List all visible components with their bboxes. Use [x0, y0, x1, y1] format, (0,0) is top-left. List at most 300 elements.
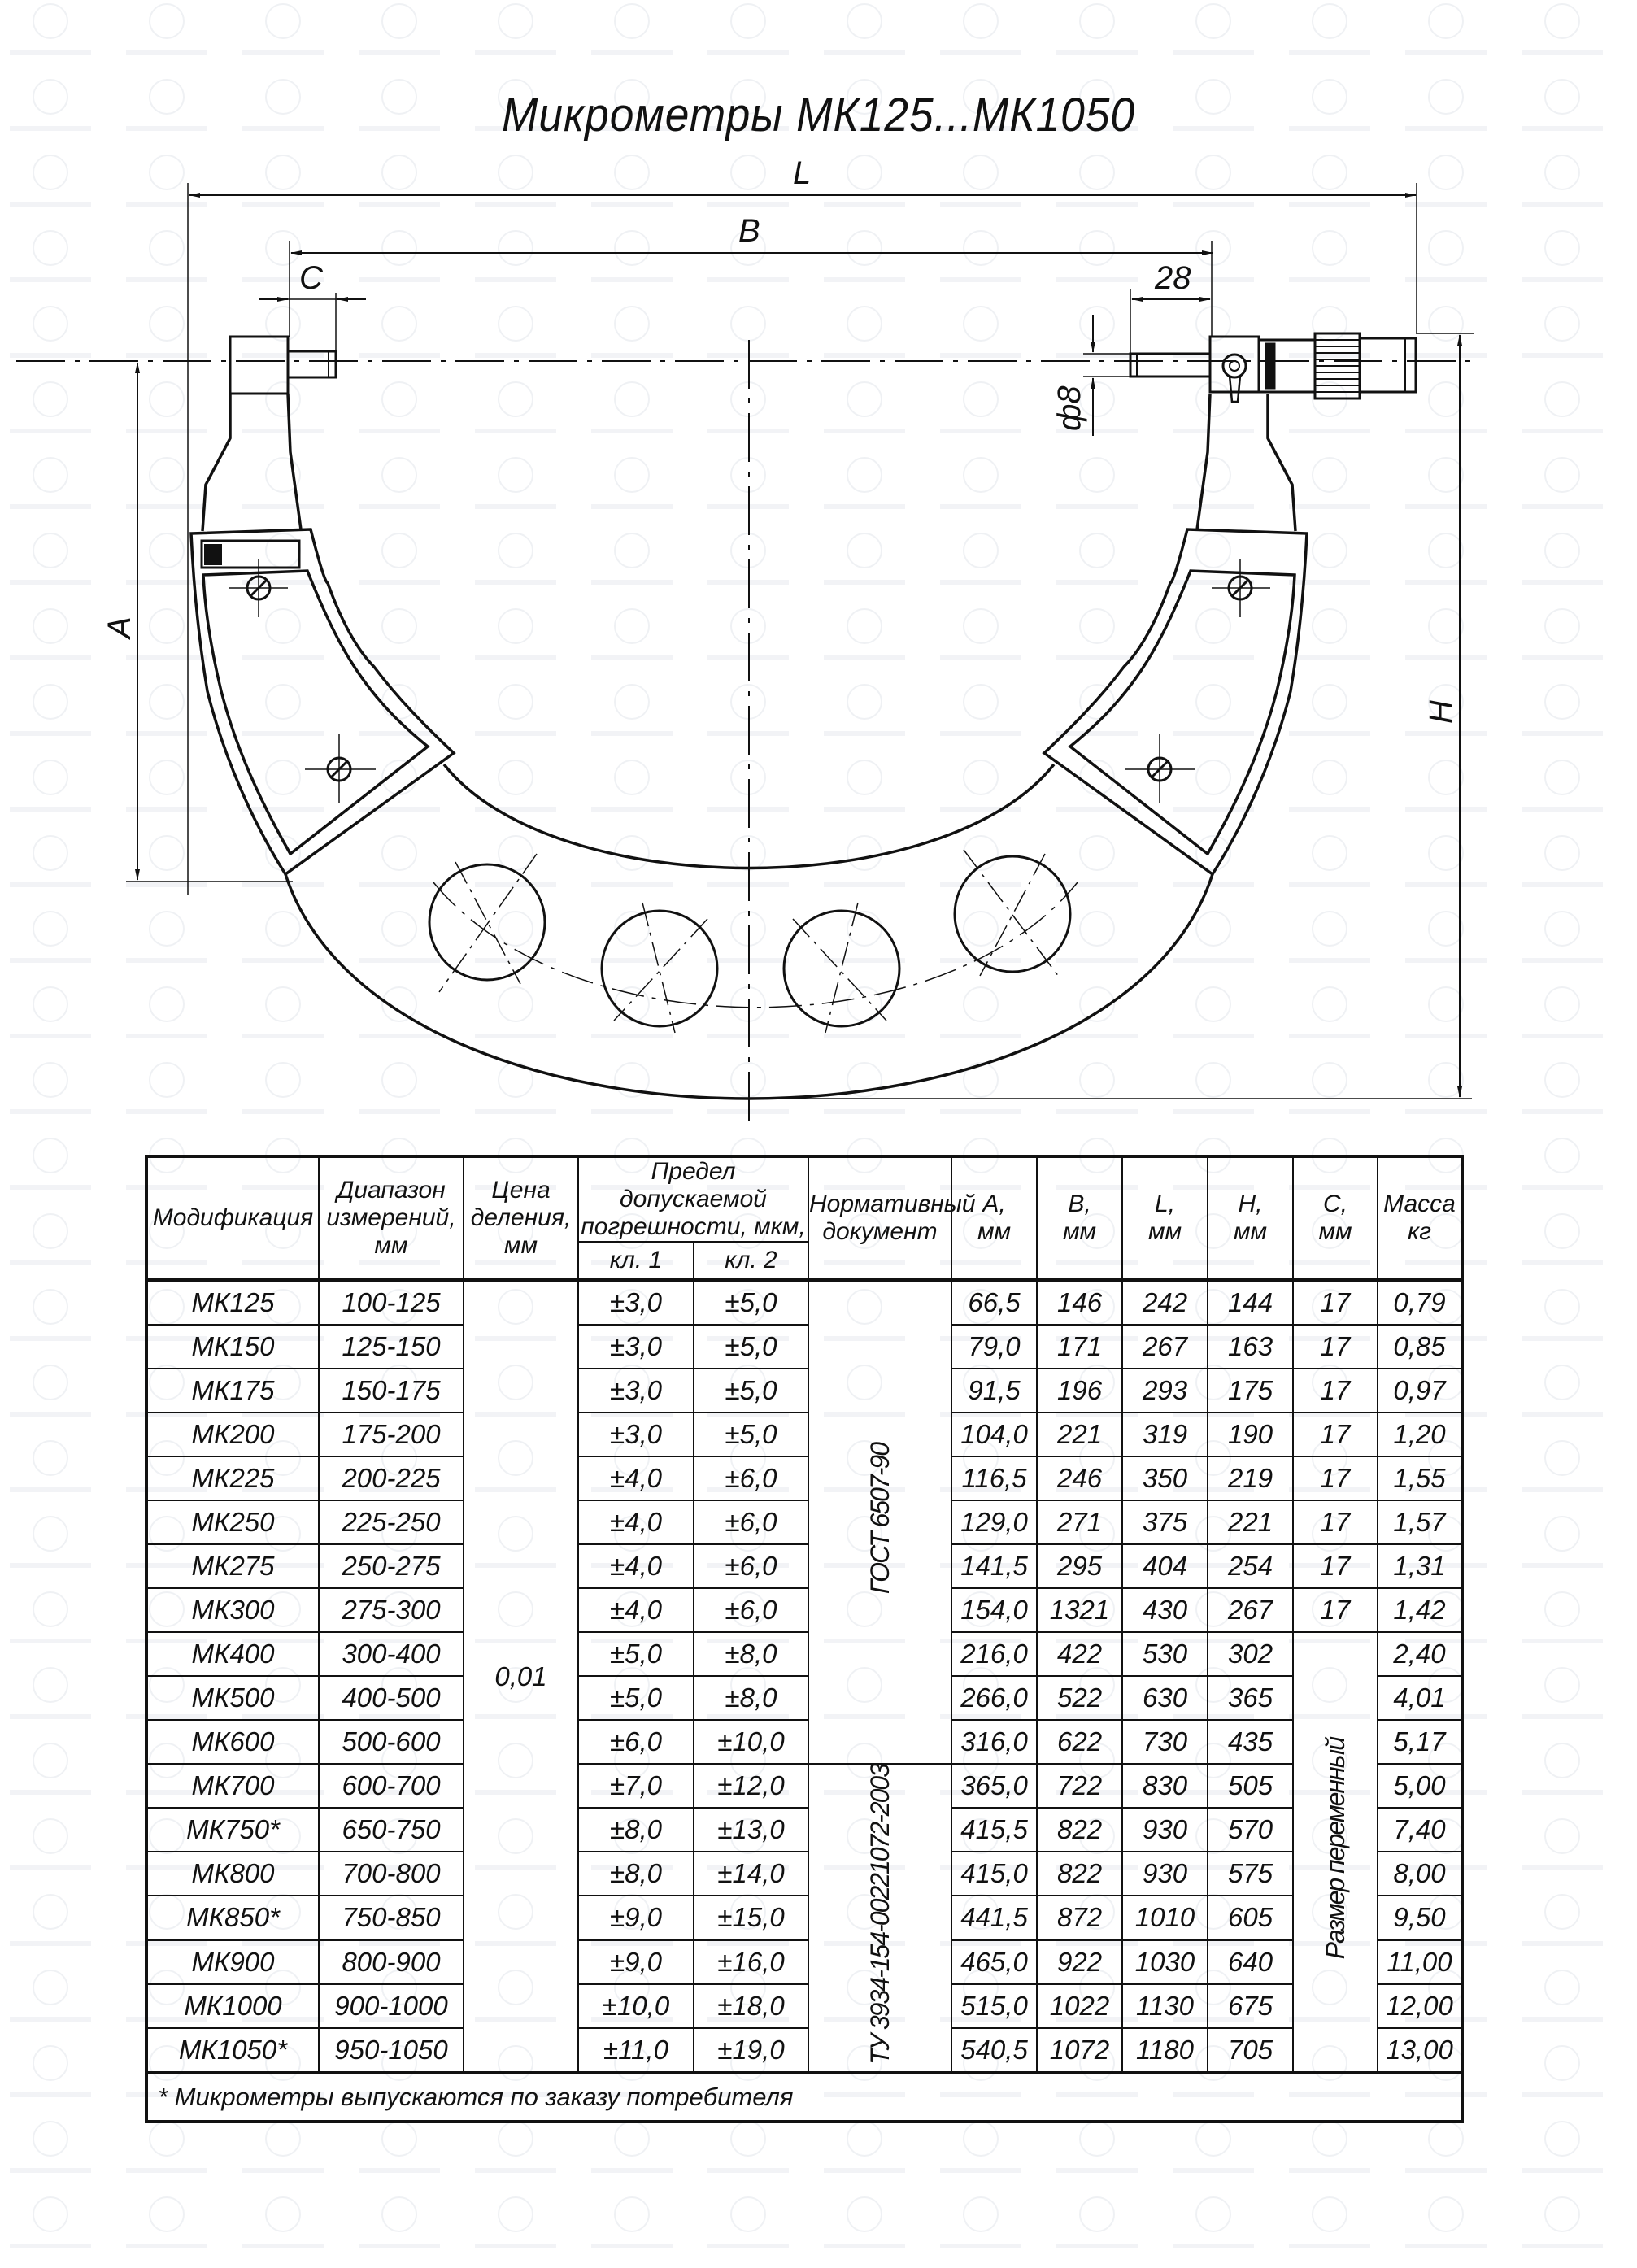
- cell-class2: ±16,0: [694, 1940, 808, 1984]
- cell-range: 700-800: [319, 1852, 464, 1896]
- cell-mass: 11,00: [1378, 1940, 1462, 1984]
- cell-B: 922: [1037, 1940, 1122, 1984]
- cell-A: 316,0: [951, 1720, 1037, 1764]
- cell-class2: ±10,0: [694, 1720, 808, 1764]
- table-row: [146, 1325, 1462, 1369]
- header-division: Цена деления, мм: [464, 1156, 578, 1280]
- cell-class2: ±6,0: [694, 1588, 808, 1632]
- cell-B: 295: [1037, 1544, 1122, 1588]
- cell-modification: МК175: [146, 1369, 319, 1413]
- watermark-band: [10, 2092, 91, 2097]
- thimble-cap: [1360, 338, 1416, 392]
- cell-B: 221: [1037, 1413, 1122, 1456]
- cell-modification: МК750*: [146, 1808, 319, 1852]
- table-row: [146, 1280, 1462, 1325]
- cell-range: 600-700: [319, 1764, 464, 1808]
- cell-mass: 13,00: [1378, 2028, 1462, 2073]
- watermark-band: [1173, 2168, 1254, 2173]
- watermark-globe-icon: [1544, 1970, 1580, 2005]
- cell-B: 1072: [1037, 2028, 1122, 2073]
- cell-B: 171: [1037, 1325, 1122, 1369]
- cell-class1: ±5,0: [578, 1676, 694, 1720]
- cell-division: 0,01: [464, 1280, 578, 2073]
- cell-H: 254: [1208, 1544, 1293, 1588]
- watermark-band: [10, 1412, 91, 1417]
- cell-class1: ±8,0: [578, 1852, 694, 1896]
- cell-A: 216,0: [951, 1632, 1037, 1676]
- cell-B: 822: [1037, 1852, 1122, 1896]
- cell-A: 365,0: [951, 1764, 1037, 1808]
- watermark-globe-icon: [1544, 2121, 1580, 2157]
- screw-icon: [305, 734, 376, 803]
- cell-mass: 1,31: [1378, 1544, 1462, 1588]
- cell-range: 100-125: [319, 1280, 464, 1325]
- watermark-globe-icon: [1544, 1440, 1580, 1476]
- cell-A: 266,0: [951, 1676, 1037, 1720]
- header-A: A, мм: [951, 1156, 1037, 1280]
- cell-H: 570: [1208, 1808, 1293, 1852]
- document-label: ТУ 3934-154-00221072-2003: [865, 1765, 895, 2065]
- watermark-globe-icon: [1544, 2045, 1580, 2081]
- cell-mass: 0,97: [1378, 1369, 1462, 1413]
- watermark-globe-icon: [1079, 2121, 1115, 2157]
- cell-range: 900-1000: [319, 1984, 464, 2028]
- watermark-globe-icon: [33, 1818, 68, 1854]
- watermark-band: [1289, 2244, 1370, 2248]
- cell-H: 221: [1208, 1500, 1293, 1544]
- watermark-band: [10, 1790, 91, 1795]
- cell-B: 822: [1037, 1808, 1122, 1852]
- cell-mass: 4,01: [1378, 1676, 1462, 1720]
- table-row: [146, 1984, 1462, 2028]
- watermark-globe-icon: [1544, 2196, 1580, 2232]
- dim-label-L: L: [793, 155, 812, 191]
- watermark-band: [824, 2168, 905, 2173]
- watermark-band: [10, 2244, 91, 2248]
- cell-H: 163: [1208, 1325, 1293, 1369]
- cell-class2: ±5,0: [694, 1325, 808, 1369]
- cell-range: 150-175: [319, 1369, 464, 1413]
- watermark-globe-icon: [33, 1743, 68, 1778]
- cell-range: 250-275: [319, 1544, 464, 1588]
- cell-B: 722: [1037, 1764, 1122, 1808]
- watermark-band: [1522, 2017, 1603, 2022]
- watermark-band: [1522, 1412, 1603, 1417]
- watermark-band: [10, 1714, 91, 1719]
- cell-B: 872: [1037, 1896, 1122, 1939]
- cell-mass: 1,20: [1378, 1413, 1462, 1456]
- hole: [429, 864, 545, 980]
- cell-modification: МК150: [146, 1325, 319, 1369]
- page-title: Микрометры МК125...МК1050: [502, 89, 1135, 141]
- c-variable-label: Размер переменный: [1321, 1738, 1351, 1960]
- watermark-globe-icon: [1544, 1667, 1580, 1703]
- cell-range: 800-900: [319, 1940, 464, 1984]
- watermark-globe-icon: [1544, 1516, 1580, 1552]
- cell-class2: ±5,0: [694, 1413, 808, 1456]
- dim-label-d8: ф8: [1051, 385, 1087, 431]
- watermark-band: [359, 2168, 440, 2173]
- cell-A: 154,0: [951, 1588, 1037, 1632]
- watermark-band: [10, 1336, 91, 1341]
- watermark-band: [1289, 2168, 1370, 2173]
- dim-label-A: A: [102, 616, 137, 638]
- cell-C-variable: [1293, 1632, 1378, 2073]
- cell-H: 302: [1208, 1632, 1293, 1676]
- cell-H: 575: [1208, 1852, 1293, 1896]
- cell-H: 144: [1208, 1280, 1293, 1325]
- cell-mass: 5,00: [1378, 1764, 1462, 1808]
- watermark-band: [242, 2244, 324, 2248]
- table-row: [146, 1413, 1462, 1456]
- dim-label-28: 28: [1155, 260, 1191, 296]
- cell-class1: ±8,0: [578, 1808, 694, 1852]
- cell-class1: ±9,0: [578, 1940, 694, 1984]
- table-row: [146, 1808, 1462, 1852]
- cell-mass: 9,50: [1378, 1896, 1462, 1939]
- cell-range: 400-500: [319, 1676, 464, 1720]
- cell-H: 605: [1208, 1896, 1293, 1939]
- watermark-globe-icon: [33, 1516, 68, 1552]
- cell-L: 404: [1122, 1544, 1208, 1588]
- watermark-band: [1173, 2244, 1254, 2248]
- watermark-band: [10, 1185, 91, 1190]
- watermark-band: [1522, 1260, 1603, 1265]
- watermark-band: [10, 1487, 91, 1492]
- cell-modification: МК700: [146, 1764, 319, 1808]
- cell-mass: 7,40: [1378, 1808, 1462, 1852]
- cell-C: 17: [1293, 1325, 1378, 1369]
- cell-A: 129,0: [951, 1500, 1037, 1544]
- cell-H: 190: [1208, 1413, 1293, 1456]
- cell-range: 125-150: [319, 1325, 464, 1369]
- table-row: [146, 1588, 1462, 1632]
- frame-half-right: [1044, 394, 1307, 874]
- cell-L: 375: [1122, 1500, 1208, 1544]
- cell-A: 79,0: [951, 1325, 1037, 1369]
- cell-A: 465,0: [951, 1940, 1037, 1984]
- cell-class2: ±5,0: [694, 1280, 808, 1325]
- cell-range: 650-750: [319, 1808, 464, 1852]
- cell-H: 365: [1208, 1676, 1293, 1720]
- cell-H: 267: [1208, 1588, 1293, 1632]
- cell-B: 146: [1037, 1280, 1122, 1325]
- watermark-band: [10, 1260, 91, 1265]
- cell-A: 515,0: [951, 1984, 1037, 2028]
- cell-H: 705: [1208, 2028, 1293, 2073]
- cell-class2: ±6,0: [694, 1500, 808, 1544]
- cell-document: [808, 1280, 951, 1764]
- dim-label-B: B: [738, 213, 760, 249]
- cell-mass: 1,55: [1378, 1456, 1462, 1500]
- watermark-band: [1056, 2168, 1138, 2173]
- watermark-globe-icon: [381, 2196, 417, 2232]
- cell-B: 522: [1037, 1676, 1122, 1720]
- table-row: [146, 1940, 1462, 1984]
- table-row: [146, 1676, 1462, 1720]
- cell-class1: ±3,0: [578, 1369, 694, 1413]
- header-B: B, мм: [1037, 1156, 1122, 1280]
- cell-L: 242: [1122, 1280, 1208, 1325]
- cell-A: 91,5: [951, 1369, 1037, 1413]
- header-H: H, мм: [1208, 1156, 1293, 1280]
- watermark-globe-icon: [847, 2196, 882, 2232]
- watermark-globe-icon: [1544, 1365, 1580, 1400]
- cell-H: 435: [1208, 1720, 1293, 1764]
- cell-modification: МК250: [146, 1500, 319, 1544]
- watermark-globe-icon: [1544, 1213, 1580, 1249]
- watermark-globe-icon: [847, 2121, 882, 2157]
- cell-class1: ±5,0: [578, 1632, 694, 1676]
- cell-modification: МК1000: [146, 1984, 319, 2028]
- watermark-band: [10, 1941, 91, 1946]
- watermark-globe-icon: [730, 2121, 766, 2157]
- document-label: ГОСТ 6507-90: [865, 1443, 895, 1595]
- anvil: [230, 337, 288, 394]
- watermark-band: [1522, 2244, 1603, 2248]
- watermark-band: [475, 2168, 556, 2173]
- cell-modification: МК275: [146, 1544, 319, 1588]
- cell-C: 17: [1293, 1500, 1378, 1544]
- cell-modification: МК225: [146, 1456, 319, 1500]
- cell-class1: ±4,0: [578, 1456, 694, 1500]
- cell-L: 1130: [1122, 1984, 1208, 2028]
- watermark-band: [940, 2168, 1021, 2173]
- header-range: Диапазон измерений, мм: [319, 1156, 464, 1280]
- watermark-globe-icon: [1312, 2196, 1347, 2232]
- header-class2: кл. 2: [694, 1242, 808, 1280]
- frame-half-left: [191, 394, 454, 874]
- cell-L: 830: [1122, 1764, 1208, 1808]
- cell-class2: ±14,0: [694, 1852, 808, 1896]
- watermark-band: [10, 1865, 91, 1870]
- watermark-band: [1522, 2168, 1603, 2173]
- spindle: [1130, 354, 1210, 377]
- watermark-band: [1522, 1865, 1603, 1870]
- cell-H: 675: [1208, 1984, 1293, 2028]
- watermark-globe-icon: [33, 1440, 68, 1476]
- cell-class2: ±5,0: [694, 1369, 808, 1413]
- watermark-band: [591, 2168, 673, 2173]
- cell-class2: ±6,0: [694, 1456, 808, 1500]
- cell-modification: МК500: [146, 1676, 319, 1720]
- watermark-globe-icon: [265, 2121, 301, 2157]
- watermark-band: [1522, 1639, 1603, 1643]
- cell-range: 200-225: [319, 1456, 464, 1500]
- cell-class2: ±15,0: [694, 1896, 808, 1939]
- watermark-globe-icon: [265, 2196, 301, 2232]
- cell-A: 540,5: [951, 2028, 1037, 2073]
- watermark-band: [1522, 1714, 1603, 1719]
- table-row: [146, 1632, 1462, 1676]
- cell-class1: ±11,0: [578, 2028, 694, 2073]
- cell-L: 430: [1122, 1588, 1208, 1632]
- screw-icon: [1212, 559, 1270, 617]
- dim-label-C: C: [299, 260, 323, 296]
- cell-L: 730: [1122, 1720, 1208, 1764]
- watermark-band: [1405, 2168, 1487, 2173]
- cell-class1: ±6,0: [578, 1720, 694, 1764]
- cell-class2: ±19,0: [694, 2028, 808, 2073]
- cell-C: 17: [1293, 1280, 1378, 1325]
- cell-A: 415,0: [951, 1852, 1037, 1896]
- cell-L: 350: [1122, 1456, 1208, 1500]
- watermark-globe-icon: [1544, 1743, 1580, 1778]
- watermark-band: [359, 2244, 440, 2248]
- table-row: [146, 1369, 1462, 1413]
- watermark-band: [242, 2168, 324, 2173]
- cell-C: 17: [1293, 1413, 1378, 1456]
- watermark-band: [707, 2244, 789, 2248]
- cell-L: 1010: [1122, 1896, 1208, 1939]
- cell-H: 640: [1208, 1940, 1293, 1984]
- cell-class1: ±3,0: [578, 1413, 694, 1456]
- watermark-band: [1522, 1185, 1603, 1190]
- dim-label-H: H: [1423, 700, 1459, 724]
- watermark-globe-icon: [33, 2045, 68, 2081]
- cell-mass: 5,17: [1378, 1720, 1462, 1764]
- cell-L: 1180: [1122, 2028, 1208, 2073]
- watermark-band: [1522, 1790, 1603, 1795]
- header-document: Нормативный документ: [808, 1156, 951, 1280]
- table-row: [146, 2028, 1462, 2073]
- cell-modification: МК200: [146, 1413, 319, 1456]
- watermark-band: [940, 2244, 1021, 2248]
- cell-class1: ±3,0: [578, 1280, 694, 1325]
- cell-L: 1030: [1122, 1940, 1208, 1984]
- watermark-globe-icon: [498, 2196, 533, 2232]
- cell-modification: МК1050*: [146, 2028, 319, 2073]
- footnote: * Микрометры выпускаются по заказу потребителя: [146, 2073, 1462, 2122]
- cell-A: 104,0: [951, 1413, 1037, 1456]
- cell-B: 422: [1037, 1632, 1122, 1676]
- cell-class2: ±6,0: [694, 1544, 808, 1588]
- cell-range: 225-250: [319, 1500, 464, 1544]
- holes-center-arc: [433, 882, 1078, 1008]
- cell-mass: 8,00: [1378, 1852, 1462, 1896]
- watermark-globe-icon: [1544, 1289, 1580, 1325]
- hole: [602, 911, 717, 1026]
- watermark-band: [824, 2244, 905, 2248]
- watermark-globe-icon: [1428, 2121, 1464, 2157]
- watermark-globe-icon: [1428, 2196, 1464, 2232]
- watermark-band: [1405, 2244, 1487, 2248]
- cell-class2: ±13,0: [694, 1808, 808, 1852]
- table-row: [146, 1500, 1462, 1544]
- cell-A: 415,5: [951, 1808, 1037, 1852]
- watermark-band: [1522, 1563, 1603, 1568]
- watermark-globe-icon: [963, 2121, 999, 2157]
- watermark-globe-icon: [33, 1213, 68, 1249]
- cell-modification: МК800: [146, 1852, 319, 1896]
- watermark-globe-icon: [149, 2121, 185, 2157]
- brand-logo: [205, 545, 221, 564]
- cell-L: 930: [1122, 1808, 1208, 1852]
- watermark-globe-icon: [33, 1591, 68, 1627]
- cell-class1: ±4,0: [578, 1588, 694, 1632]
- watermark-globe-icon: [1079, 2196, 1115, 2232]
- cell-A: 141,5: [951, 1544, 1037, 1588]
- cell-range: 950-1050: [319, 2028, 464, 2073]
- cell-C: 17: [1293, 1588, 1378, 1632]
- watermark-globe-icon: [614, 2121, 650, 2157]
- cell-range: 300-400: [319, 1632, 464, 1676]
- watermark-globe-icon: [498, 2121, 533, 2157]
- cell-L: 930: [1122, 1852, 1208, 1896]
- cell-B: 1022: [1037, 1984, 1122, 2028]
- watermark-globe-icon: [1312, 2121, 1347, 2157]
- cell-mass: 2,40: [1378, 1632, 1462, 1676]
- table-row: [146, 1544, 1462, 1588]
- watermark-globe-icon: [1544, 1818, 1580, 1854]
- specification-table: [145, 1155, 1464, 2123]
- watermark-globe-icon: [33, 1894, 68, 1930]
- hole: [955, 856, 1070, 972]
- cell-L: 293: [1122, 1369, 1208, 1413]
- watermark-globe-icon: [1544, 1894, 1580, 1930]
- header-error: Предел допускаемой погрешности, мкм,: [578, 1156, 808, 1242]
- cell-B: 1321: [1037, 1588, 1122, 1632]
- table-row: [146, 1764, 1462, 1808]
- cell-B: 246: [1037, 1456, 1122, 1500]
- cell-H: 175: [1208, 1369, 1293, 1413]
- watermark-band: [1522, 1487, 1603, 1492]
- cell-A: 441,5: [951, 1896, 1037, 1939]
- watermark-globe-icon: [149, 2196, 185, 2232]
- header-C: C, мм: [1293, 1156, 1378, 1280]
- cell-C: 17: [1293, 1544, 1378, 1588]
- header-L: L, мм: [1122, 1156, 1208, 1280]
- watermark-globe-icon: [614, 2196, 650, 2232]
- cell-class2: ±8,0: [694, 1676, 808, 1720]
- watermark-band: [1056, 2244, 1138, 2248]
- watermark-globe-icon: [33, 2121, 68, 2157]
- watermark-globe-icon: [33, 2196, 68, 2232]
- watermark-band: [126, 2244, 207, 2248]
- watermark-globe-icon: [1544, 1591, 1580, 1627]
- cell-range: 275-300: [319, 1588, 464, 1632]
- cell-L: 267: [1122, 1325, 1208, 1369]
- cell-L: 319: [1122, 1413, 1208, 1456]
- cell-modification: МК850*: [146, 1896, 319, 1939]
- cell-document: [808, 1764, 951, 2073]
- watermark-globe-icon: [1195, 2196, 1231, 2232]
- screw-icon: [1125, 734, 1195, 803]
- cell-class1: ±7,0: [578, 1764, 694, 1808]
- watermark-band: [591, 2244, 673, 2248]
- table-row: [146, 1720, 1462, 1764]
- cell-L: 530: [1122, 1632, 1208, 1676]
- cell-class1: ±4,0: [578, 1544, 694, 1588]
- cell-modification: МК900: [146, 1940, 319, 1984]
- watermark-globe-icon: [1195, 2121, 1231, 2157]
- watermark-globe-icon: [381, 2121, 417, 2157]
- watermark-globe-icon: [730, 2196, 766, 2232]
- cell-L: 630: [1122, 1676, 1208, 1720]
- header-modification: Модификация: [146, 1156, 319, 1280]
- watermark-globe-icon: [33, 1667, 68, 1703]
- cell-mass: 1,57: [1378, 1500, 1462, 1544]
- cell-class2: ±18,0: [694, 1984, 808, 2028]
- cell-range: 175-200: [319, 1413, 464, 1456]
- cell-C: 17: [1293, 1369, 1378, 1413]
- watermark-globe-icon: [33, 1365, 68, 1400]
- watermark-globe-icon: [963, 2196, 999, 2232]
- watermark-band: [1522, 1336, 1603, 1341]
- watermark-band: [10, 2017, 91, 2022]
- cell-B: 271: [1037, 1500, 1122, 1544]
- cell-range: 500-600: [319, 1720, 464, 1764]
